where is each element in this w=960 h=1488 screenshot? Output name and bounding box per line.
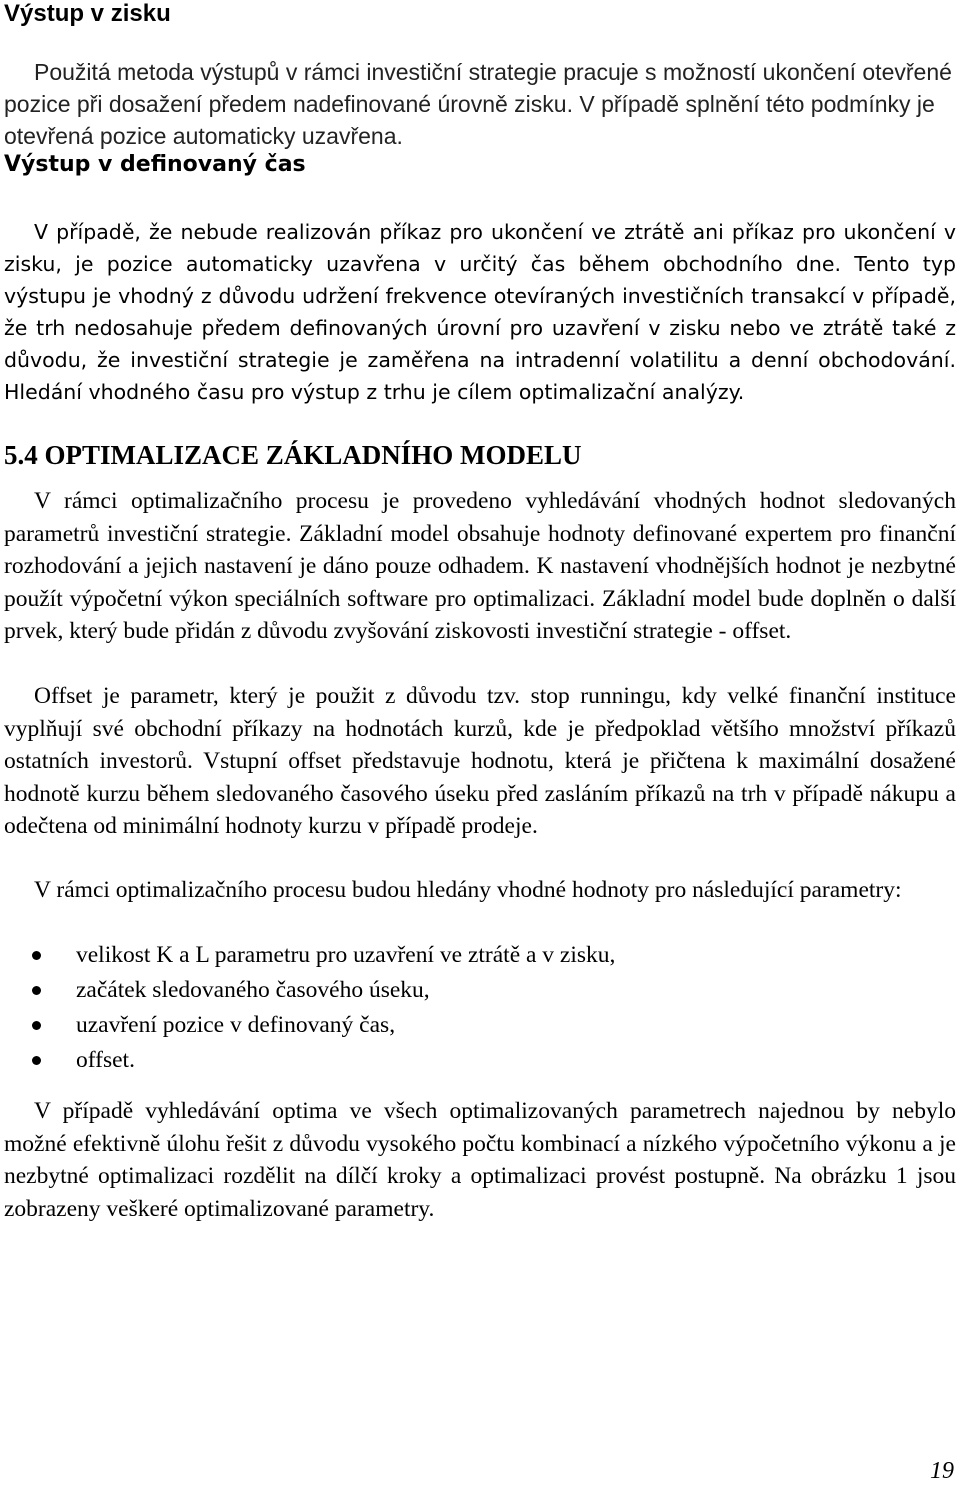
paragraph-optimization-2: Offset je parametr, který je použit z důvodu tzv. stop runningu, kdy velké finanční instituce vyplňují své obchodní příkazy na hodnotách kurzů, kde je předpoklad většího množství příkazů ostatních investorů. Vstupní offset představuje hodnotu, která je přičtena k maximální dosažené hodnotě kurzu během sledovaného časového úseku před zasláním příkazů na trh v případě nákupu a odečtena od minimální hodnoty kurzu v případě prodeje.: [4, 683, 956, 839]
bullet-icon: [32, 951, 41, 960]
bullet-icon: [32, 1056, 41, 1065]
paragraph-exit-time: V případě, že nebude realizován příkaz pro ukončení ve ztrátě ani příkaz pro ukončení v zisku, je pozice automaticky uzavřena v určitý čas během obchodního dne. Tento typ výstupu je vhodný z důvodu udržení frekvence otevíraných investičních transakcí v případě, že trh nedosahuje předem definovaných úrovní pro uzavření v zisku nebo ve ztrátě také z důvodu, že investiční strategie je zaměřena na intradenní volatilitu a denní obchodování. Hledání vhodného času pro výstup z trhu je cílem optimalizační analýzy.: [4, 220, 956, 404]
list-item: velikost K a L parametru pro uzavření ve ztrátě a v zisku,: [4, 938, 615, 973]
list-item: offset.: [4, 1043, 615, 1078]
bullet-icon: [32, 1021, 41, 1030]
paragraph-optimization-3: V rámci optimalizačního procesu budou hledány vhodné hodnoty pro následující parametry:: [34, 877, 902, 903]
page-number: 19: [930, 1458, 954, 1484]
paragraph-optimization-4: V případě vyhledávání optima ve všech optimalizovaných parametrech najednou by nebylo možné efektivně úlohu řešit z důvodu vysokého počtu kombinací a nízkého výpočetního výkonu a je nezbytné optimalizaci rozdělit na dílčí kroky a optimalizaci provést postupně. Na obrázku 1 jsou zobrazeny veškeré optimalizované parametry.: [4, 1098, 956, 1222]
paragraph-exit-profit: Použitá metoda výstupů v rámci investiční strategie pracuje s možností ukončení otevřené pozice při dosažení předem nadefinované úrovně zisku. V případě splnění této podmínky je otevřená pozice automaticky uzavřena.: [4, 59, 952, 149]
section-heading: 5.4 OPTIMALIZACE ZÁKLADNÍHO MODELU: [4, 440, 582, 470]
list-item: začátek sledovaného časového úseku,: [4, 973, 615, 1008]
bullet-icon: [32, 986, 41, 995]
list-item: uzavření pozice v definovaný čas,: [4, 1008, 615, 1043]
parameter-list: [4, 938, 615, 1078]
paragraph-optimization-1: V rámci optimalizačního procesu je provedeno vyhledávání vhodných hodnot sledovaných parametrů investiční strategie. Základní model obsahuje hodnoty definované expertem pro finanční rozhodování a jejich nastavení je dáno pouze odhadem. K nastavení vhodnějších hodnot je nezbytné použít výpočetní výkon speciálních software pro optimalizaci. Základní model bude doplněn o další prvek, který bude přidán z důvodu zvyšování ziskovosti investiční strategie - offset.: [4, 488, 956, 644]
heading-exit-time: Výstup v definovaný čas: [4, 152, 306, 177]
heading-exit-profit: Výstup v zisku: [4, 0, 171, 27]
